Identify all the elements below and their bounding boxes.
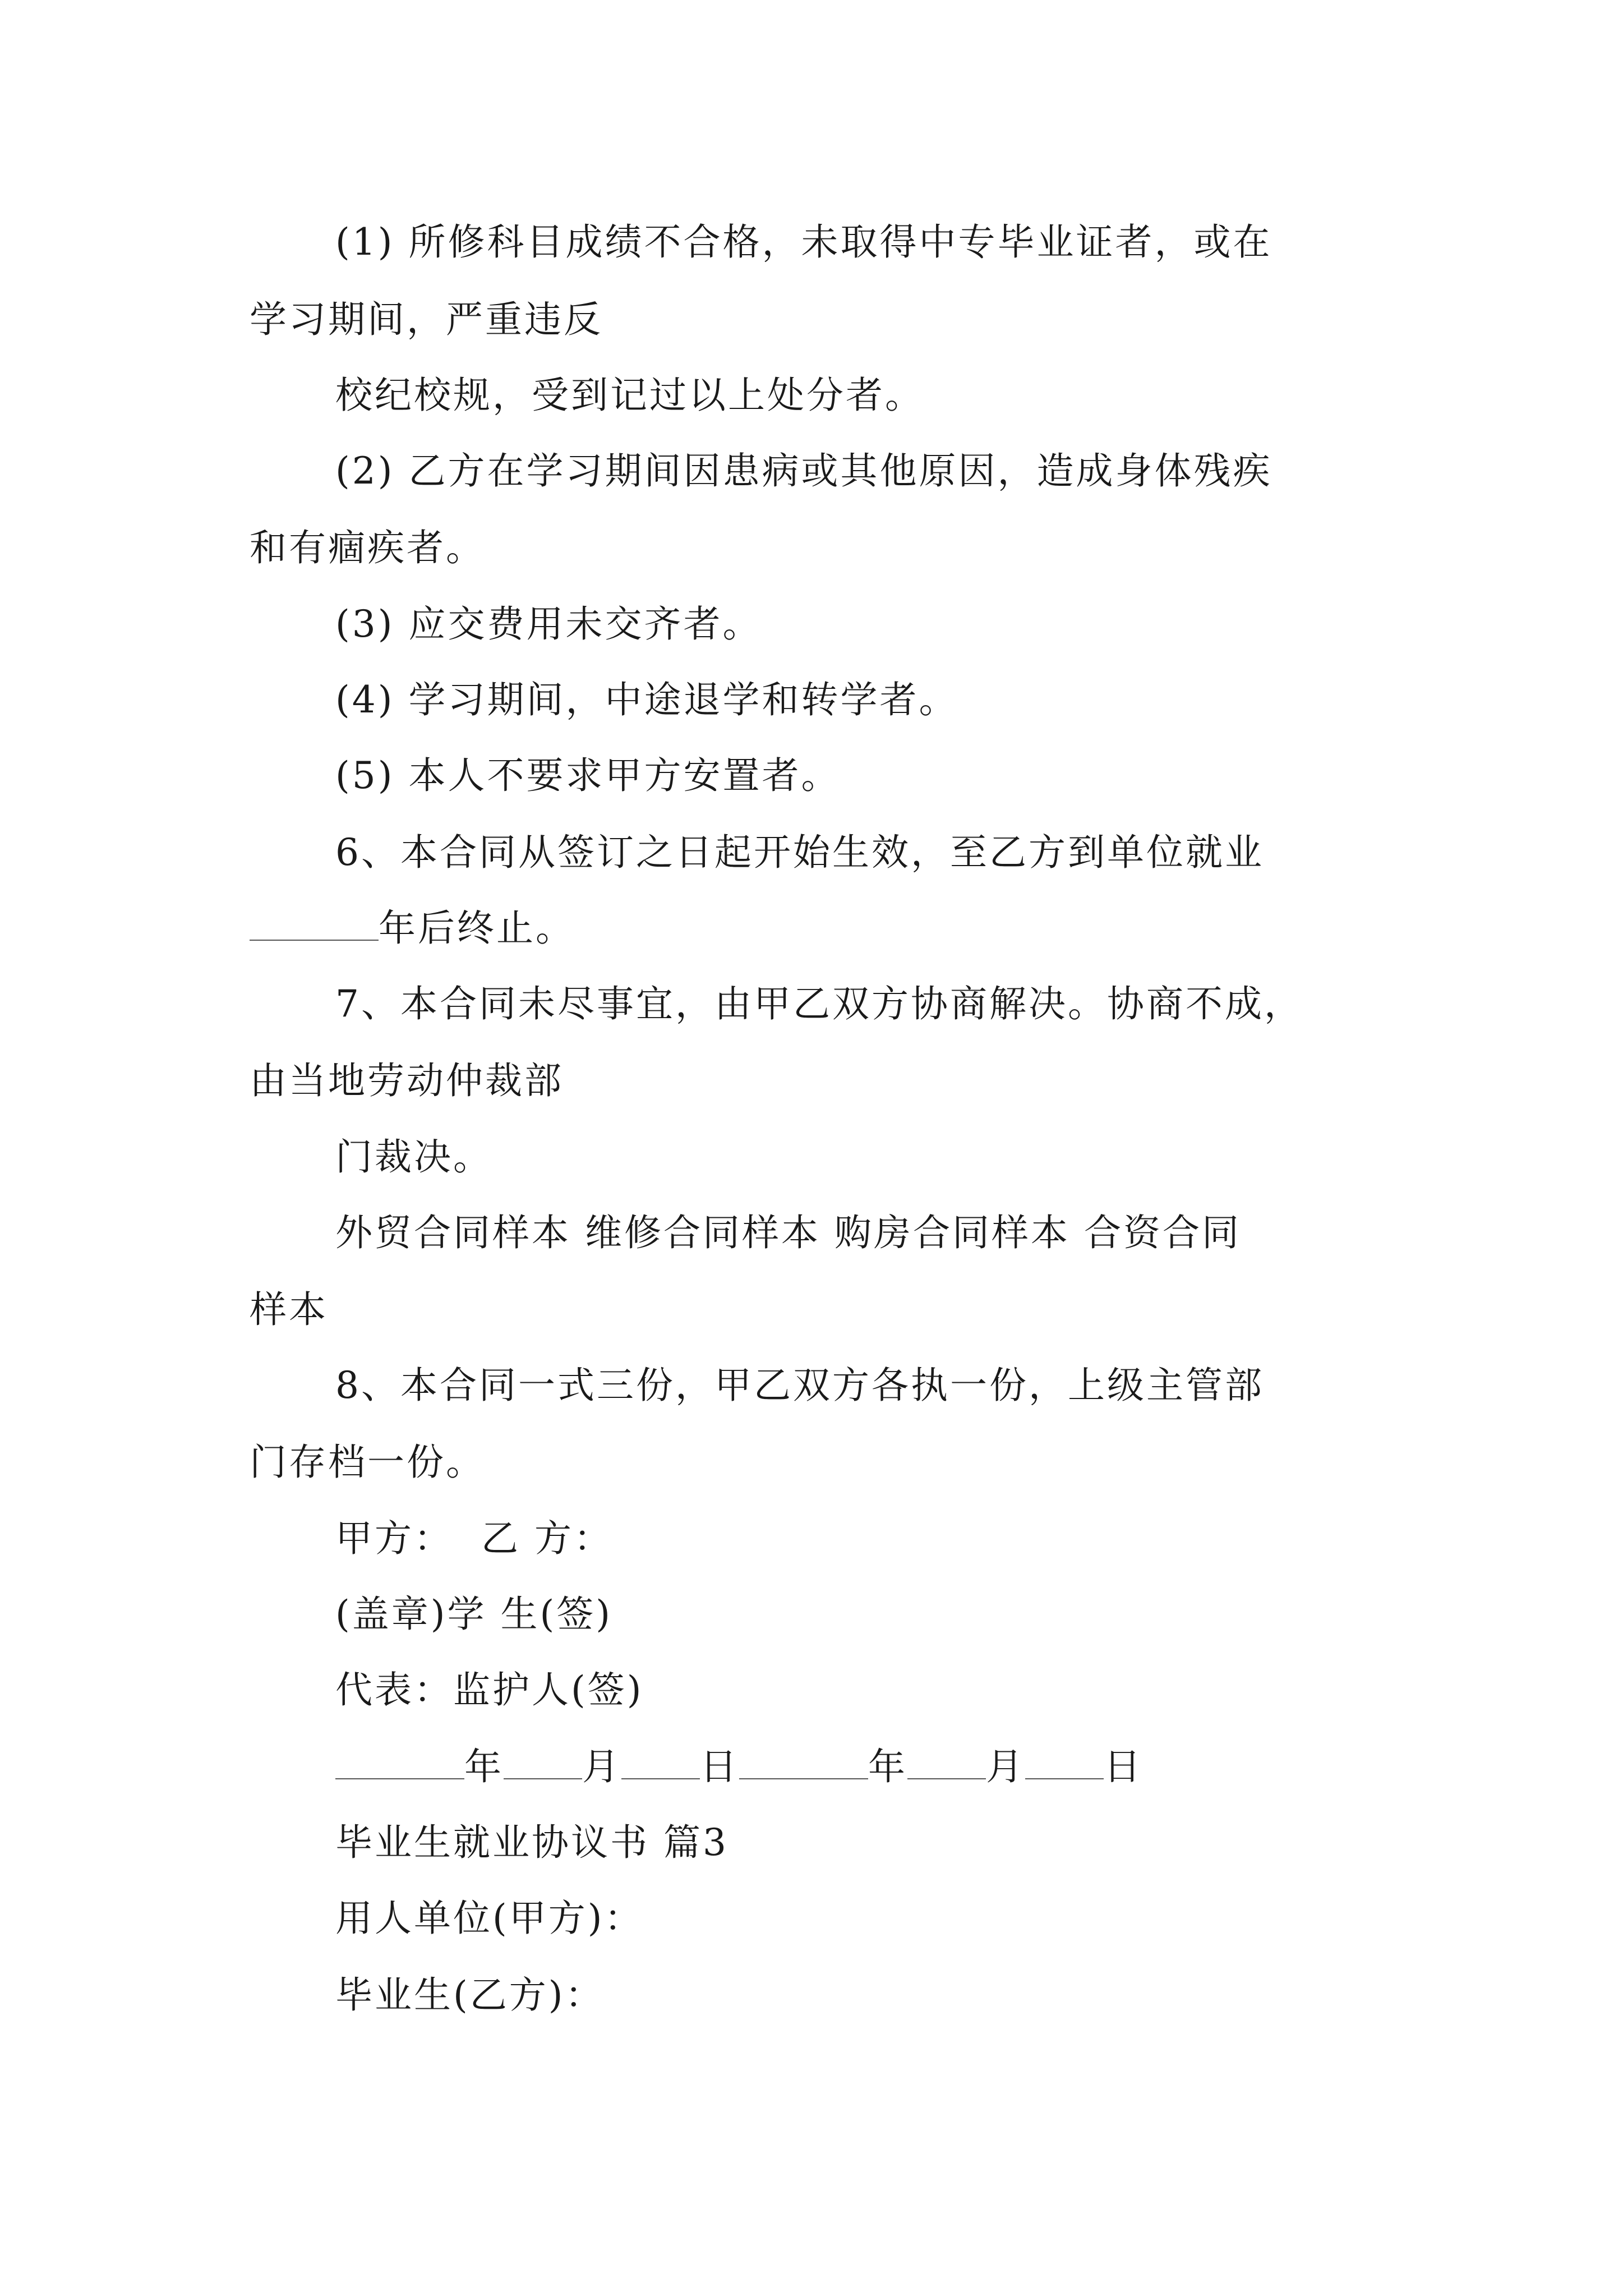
related-links-line-2: 样本 [250,1288,328,1331]
date-day-label: 日 [1104,1745,1143,1788]
clause-4: (4) 学习期间，中途退学和转学者。 [335,678,958,721]
article-6-line-1: 6、本合同从签订之日起开始生效，至乙方到单位就业 [335,831,1264,874]
clause-1-line-2: 学习期间，严重违反 [250,298,603,341]
years-blank [250,906,379,941]
date-blank [504,1745,582,1779]
date-blank [907,1745,986,1779]
signature-seal-student: (盖章)学 生(签) [335,1593,612,1636]
date-blank [1025,1745,1104,1779]
date-blank [621,1745,700,1779]
date-month-label: 月 [986,1745,1025,1788]
graduate-label: 毕业生(乙方)： [335,1973,605,2017]
date-month-label: 月 [582,1745,621,1788]
employer-label: 用人单位(甲方)： [335,1897,644,1940]
article-6-suffix: 年后终止。 [379,907,575,950]
clause-3: (3) 应交费用未交齐者。 [335,602,762,646]
clause-2-line-1: (2) 乙方在学习期间因患病或其他原因，造成身体残疾 [335,449,1272,493]
article-7-line-1: 7、本合同未尽事宜，由甲乙双方协商解决。协商不成， [335,982,1303,1025]
clause-1-line-3: 校纪校规，受到记过以上处分者。 [335,374,924,417]
related-links-line-1: 外贸合同样本 维修合同样本 购房合同样本 合资合同 [335,1211,1241,1254]
signature-parties: 甲方： 乙 方： [335,1517,613,1560]
signature-date-line [335,1745,1143,1789]
date-blank [335,1745,464,1779]
date-blank [739,1745,868,1779]
article-6-line-2 [250,906,575,951]
section-title: 毕业生就业协议书 篇3 [335,1821,728,1864]
clause-1-line-1: (1) 所修科目成绩不合格，未取得中专毕业证者，或在 [335,220,1272,264]
signature-rep-guardian: 代表：监护人(签) [335,1668,644,1711]
date-year-label: 年 [868,1745,907,1788]
article-7-line-3: 门裁决。 [335,1135,492,1179]
article-8-line-2: 门存档一份。 [250,1441,485,1484]
clause-5: (5) 本人不要求甲方安置者。 [335,754,841,797]
date-day-label: 日 [700,1745,739,1788]
date-year-label: 年 [464,1745,504,1788]
article-7-line-2: 由当地劳动仲裁部 [250,1059,564,1102]
clause-2-line-2: 和有痼疾者。 [250,526,485,569]
article-8-line-1: 8、本合同一式三份，甲乙双方各执一份，上级主管部 [335,1364,1264,1407]
